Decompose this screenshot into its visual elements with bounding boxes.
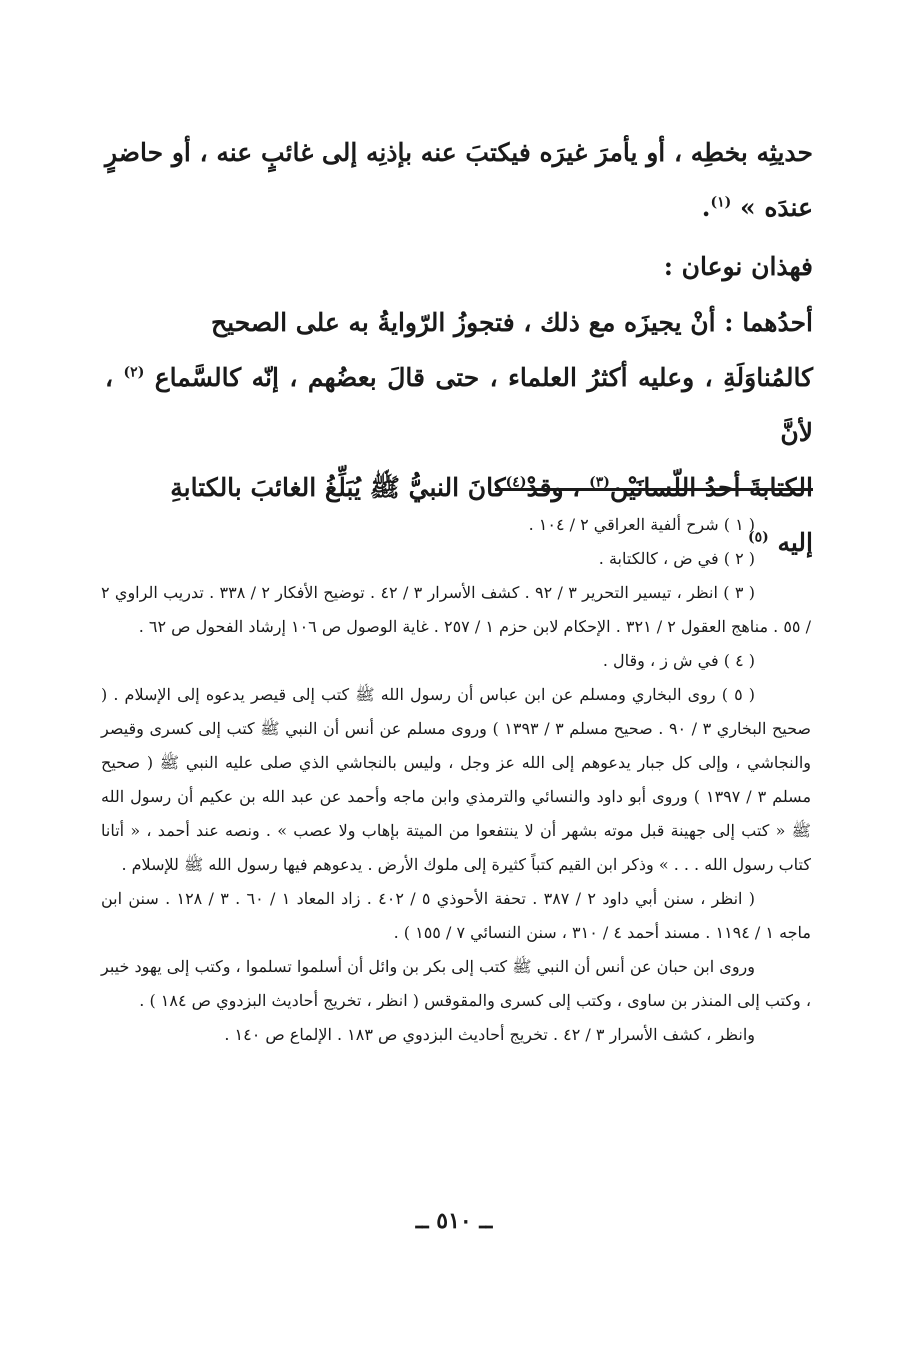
- footnote-separator: [495, 488, 813, 491]
- footnote-3: ( ٣ ) انظر ، تيسير التحرير ٣ / ٩٢ . كشف الأسرار ٣ / ٤٢ . توضيح الأفكار ٢ / ٣٣٨ . تدريب الراوي ٢ / ٥٥ . مناهج العقول ٢ / ٣٢١ . الإحكام لابن حزم ١ / ٢٥٧ . غاية الوصول ص ١٠٦ إرشاد الفحول ص ٦٢ .: [101, 583, 811, 636]
- paragraph-3-line-3c: كانَ النبيُّ ﷺ يُبَلِّغُ الغائبَ بالكتابةِ: [170, 473, 506, 502]
- footnote-5-see-also: وانظر ، كشف الأسرار ٣ / ٤٢ . تخريج أحاديث البزدوي ص ١٨٣ . الإلماع ص ١٤٠ .: [224, 1025, 755, 1044]
- paragraph-two-types: فهذان نوعان :: [663, 252, 813, 281]
- footnote-5: ( ٥ ) روى البخاري ومسلم عن ابن عباس أن رسول الله ﷺ كتب إلى قيصر يدعوه إلى الإسلام . ( صحيح البخاري ٣ / ٩٠ . صحيح مسلم ٣ / ١٣٩٣ ) وروى مسلم عن أنس أن النبي ﷺ كتب إلى كسرى وقيصر والنجاشي ، وإلى كل جبار يدعوهم إلى الله عز وجل ، وليس بالنجاشي الذي صلى عليه النبي ﷺ ( صحيح مسلم ٣ / ١٣٩٧ ) وروى أبو داود والنسائي والترمذي وابن ماجه وأحمد عن عبد الله بن عكيم أن رسول الله ﷺ « كتب إلى جهينة قبل موته بشهر أن لا ينتفعوا من الميتة بإهاب ولا عصب » . ونصه عند أحمد ، « أتانا كتاب رسول الله . . . » وذكر ابن القيم كتباً كثيرة إلى ملوك الأرض . يدعوهم فيها رسول الله ﷺ للإسلام .: [101, 685, 812, 874]
- paragraph-3-line-1: أحدُهما : أنْ يجيزَه مع ذلك ، فتجوزُ الرّوايةُ به على الصحيح: [211, 308, 813, 337]
- footnote-ref-5[interactable]: (٥): [747, 529, 769, 546]
- paragraph-3-line-2b: ، لأنَّ: [105, 363, 813, 447]
- footnote-1: ( ١ ) شرح ألفية العراقي ٢ / ١٠٤ .: [528, 515, 755, 534]
- paragraph-3-line-4-text: إليه: [777, 528, 813, 557]
- page-number: ــ ٥١٠ ــ: [415, 1208, 493, 1234]
- footnote-ref-2[interactable]: (٢): [123, 364, 145, 381]
- paragraph-3-line-3a: الكتابةَ أحدُ اللّسانَيْن: [609, 473, 813, 502]
- paragraph-1-end: .: [701, 193, 711, 222]
- paragraph-3-line-2a: كالمُناوَلَةِ ، وعليه أكثرُ العلماء ، حتى قالَ بعضُهم ، إنّه كالسَّماع: [154, 363, 813, 392]
- paragraph-3-line-2: [105, 350, 813, 460]
- footnotes-section: [101, 508, 811, 1052]
- footnote-4: ( ٤ ) في ش ز ، وقال .: [602, 651, 755, 670]
- footnote-ref-1[interactable]: (١): [710, 194, 732, 211]
- paragraph-1-text: حديثِه بخطِه ، أو يأمرَ غيرَه فيكتبَ عنه بإذنِه إلى غائبٍ عنه ، أو حاضرٍ عندَه »: [105, 138, 813, 222]
- paragraph-3-line-3b: ، وقدْ: [526, 473, 581, 502]
- footnote-ref-3[interactable]: (٣): [589, 474, 610, 491]
- footnote-2: ( ٢ ) في ض ، كالكتابة .: [598, 549, 755, 568]
- footnote-5-ibn-hibban: وروى ابن حبان عن أنس أن النبي ﷺ كتب إلى بكر بن وائل أن أسلموا تسلموا ، وكتب إلى يهود خيبر ، وكتب إلى المنذر بن ساوى ، وكتب إلى كسرى والمقوقس ( انظر ، تخريج أحاديث البزدوي ص ١٨٤ ) .: [101, 957, 811, 1010]
- footnote-ref-4[interactable]: (٤): [505, 474, 527, 491]
- paragraph-continuation: [105, 125, 813, 235]
- footnote-5-references: ( انظر ، سنن أبي داود ٢ / ٣٨٧ . تحفة الأحوذي ٥ / ٤٠٢ . زاد المعاد ١ / ٦٠ . ٣ / ١٢٨ . سنن ابن ماجه ١ / ١١٩٤ . مسند أحمد ٤ / ٣١٠ ، سنن النسائي ٧ / ١٥٥ ) .: [101, 889, 811, 942]
